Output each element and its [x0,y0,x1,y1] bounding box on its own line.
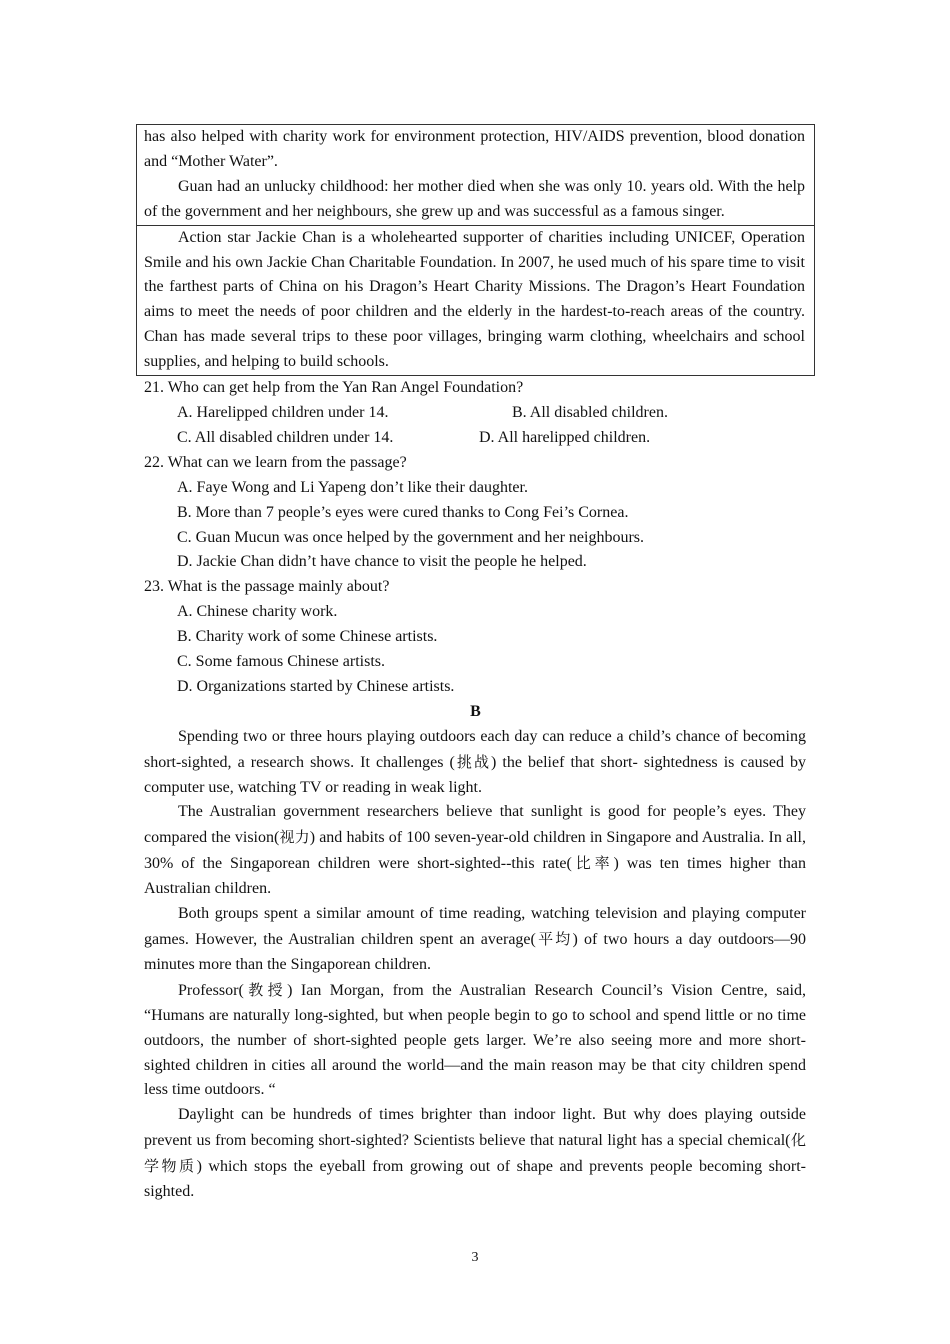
option-b: B. Charity work of some Chinese artists. [177,628,438,646]
chinese-gloss: 比率 [571,854,614,873]
text: ) which stops the eyeball from growing out of shape and prevents people becoming short-sighted. [144,1158,806,1201]
question-stem: 21. Who can get help from the Yan Ran Angel Foundation? [144,379,524,397]
text: ) of two hours a day outdoors—90 minutes more than the Singaporean children. [144,931,806,973]
text: Spending two or three hours playing outdoors each day can reduce a child’s chance of becoming short-sighted, a research shows. It challenges ( [144,727,806,771]
box-paragraph-1: has also helped with charity work for environment protection, HIV/AIDS prevention, blood donation and “Mother Water”. [144,128,805,170]
chinese-gloss: 挑战 [454,752,492,771]
text: Professor( [178,981,244,999]
passage-paragraph-2 [144,800,806,902]
box-paragraph-2: Guan had an unlucky childhood: her mother died when she was only 10. years old. With the help of the government and her neighbours, she grew up and was successful as a famous singer. [144,177,805,220]
document-page [136,124,815,1205]
option-d: D. Organizations started by Chinese artists. [177,677,455,695]
passage-paragraph-5 [144,1103,806,1205]
box-paragraph-3: Action star Jackie Chan is a wholehearted supporter of charities including UNICEF, Operation Smile and his own Jackie Chan Charitable Foundation. In 2007, he used much of his spare time to visit the farthest parts of China on his Dragon’s Heart Charity Missions. The Dragon’s Heart Foundation aims to meet the needs of poor children and the elderly in the hardest-to-reach areas of the country. Chan has made several trips to these poor villages, bringing warm clothing, wheelchairs and school supplies, and helping to build schools. [144,228,805,371]
option-c: C. Guan Mucun was once helped by the government and her neighbours. [177,528,644,546]
passage-box [136,124,815,376]
text: Daylight can be hundreds of times brighter than indoor light. But why does playing outside prevent us from becoming short-sighted? Scientists believe that natural light has a special chemical( [144,1106,806,1150]
option-b: B. All disabled children. [512,403,668,421]
text: ) was ten times higher than Australian children. [144,855,806,898]
option-row [177,401,806,426]
question-23 [136,575,815,700]
passage-paragraph-1 [144,725,806,801]
text: ) and habits of 100 seven-year-old children in Singapore and Australia. In all, 30% of the Singaporean children were short-sighted--this rate( [144,829,806,873]
option-c: C. Some famous Chinese artists. [177,653,385,671]
option-b: B. More than 7 people’s eyes were cured thanks to Cong Fei’s Cornea. [177,503,629,521]
question-stem: 23. What is the passage mainly about? [144,578,390,596]
passage-b [136,725,815,1205]
chinese-gloss: 化学物质 [144,1131,806,1176]
option-a: A. Harelipped children under 14. [177,403,389,421]
question-22 [136,451,815,576]
option-a: A. Chinese charity work. [177,603,338,621]
text: ) the belief that short- sightedness is caused by computer use, watching TV or reading in weak light. [144,753,806,796]
chinese-gloss: 教授 [243,980,288,999]
option-row [177,426,806,451]
option-d: D. Jackie Chan didn’t have chance to visit the people he helped. [177,553,587,571]
text: The Australian government researchers believe that sunlight is good for people’s eyes. They compared the vision( [144,803,806,847]
text: Both groups spent a similar amount of time reading, watching television and playing computer games. However, the Australian children spent an average( [144,905,806,948]
option-d: D. All harelipped children. [479,428,651,446]
question-21 [136,376,815,451]
option-c: C. All disabled children under 14. [177,428,394,446]
chinese-gloss: 平均 [535,930,573,948]
page-number: 3 [471,1250,479,1265]
text: ) Ian Morgan, from the Australian Research Council’s Vision Centre, said, “Humans are naturally long-sighted, but when people begin to go to school and spend little or no time outdoors, the number of short-sighted people gets larger. We’re also seeing more and more short-sighted children in cities all around the world—and the main reason may be that city children spend less time outdoors. “ [144,981,806,1099]
passage-paragraph-4 [144,978,806,1104]
chinese-gloss: 视力 [279,828,310,847]
option-a: A. Faye Wong and Li Yapeng don’t like their daughter. [177,478,528,496]
passage-paragraph-3 [144,902,806,978]
question-stem: 22. What can we learn from the passage? [144,453,407,471]
section-title: B [470,702,481,720]
